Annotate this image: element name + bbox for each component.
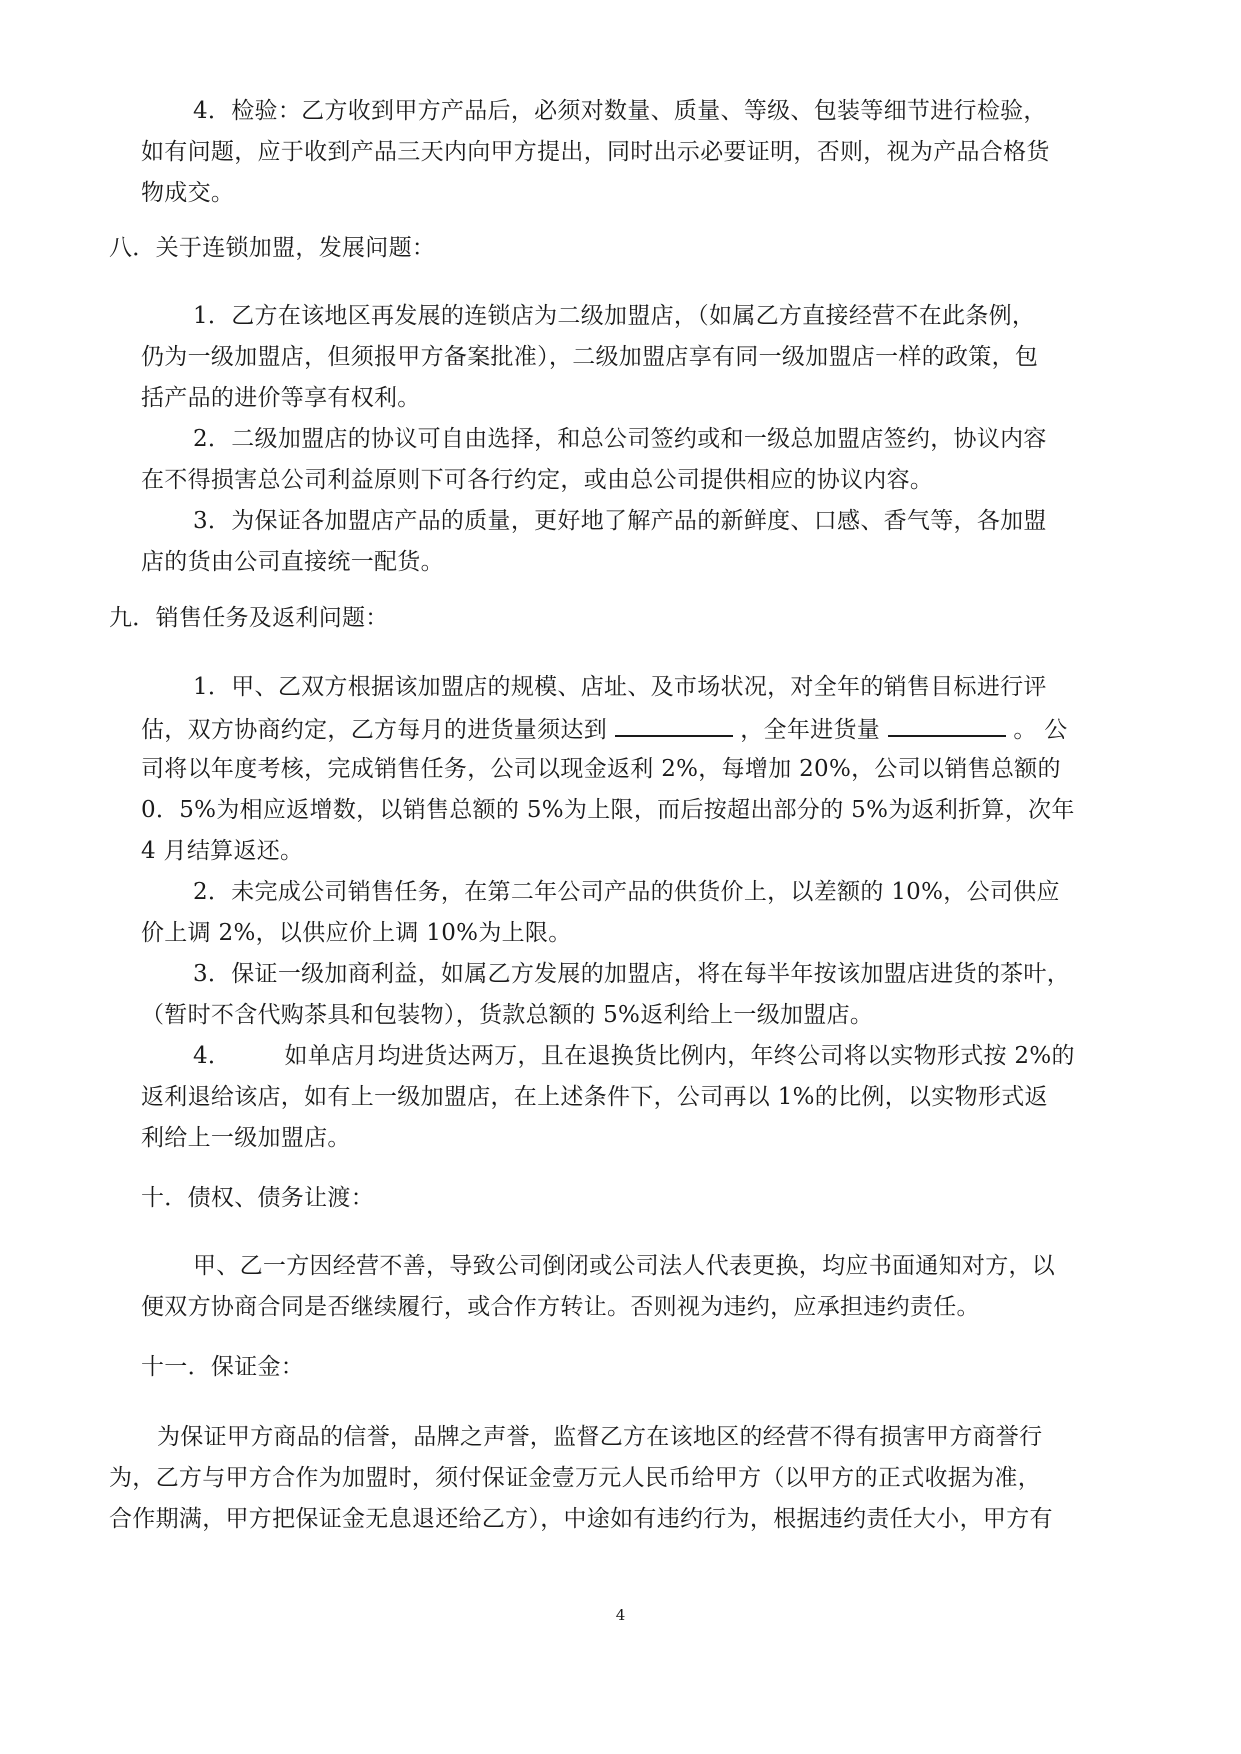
monthly-purchase-blank[interactable] bbox=[615, 713, 733, 737]
section9-line-7: 价上调 2%，以供应价上调 10%为上限。 bbox=[141, 920, 572, 946]
section10-heading: 十．债权、债务让渡： bbox=[141, 1185, 374, 1211]
section8-line-3: 括产品的进价等享有权利。 bbox=[141, 385, 421, 411]
section9-line-10: 4． 如单店月均进货达两万，且在退换货比例内，年终公司将以实物形式按 2%的 bbox=[193, 1043, 1075, 1069]
section8-line-6: 3．为保证各加盟店产品的质量，更好地了解产品的新鲜度、口感、香气等，各加盟 bbox=[193, 508, 1047, 534]
section9-line-2-part-c: 。 公 bbox=[1013, 717, 1068, 743]
section9-line-6: 2．未完成公司销售任务，在第二年公司产品的供货价上，以差额的 10%，公司供应 bbox=[193, 879, 1060, 905]
section9-line-2-part-a: 估，双方协商约定，乙方每月的进货量须达到 bbox=[141, 717, 607, 743]
section9-line-12: 利给上一级加盟店。 bbox=[141, 1125, 351, 1151]
item4-line-2: 如有问题，应于收到产品三天内向甲方提出，同时出示必要证明，否则，视为产品合格货 bbox=[141, 139, 1050, 165]
section9-line-9: （暂时不含代购茶具和包装物），货款总额的 5%返利给上一级加盟店。 bbox=[141, 1002, 874, 1028]
item4-line-1: 4．检验：乙方收到甲方产品后，必须对数量、质量、等级、包装等细节进行检验， bbox=[193, 98, 1047, 124]
section11-line-3: 合作期满，甲方把保证金无息退还给乙方），中途如有违约行为，根据违约责任大小，甲方有 bbox=[109, 1506, 1053, 1532]
section9-line-11: 返利退给该店，如有上一级加盟店，在上述条件下，公司再以 1%的比例，以实物形式返 bbox=[141, 1084, 1048, 1110]
section9-line-8: 3．保证一级加商利益，如属乙方发展的加盟店，将在每半年按该加盟店进货的茶叶， bbox=[193, 961, 1071, 987]
section9-line-3: 司将以年度考核，完成销售任务，公司以现金返利 2%，每增加 20%，公司以销售总额的 bbox=[141, 756, 1061, 782]
section8-line-5: 在不得损害总公司利益原则下可各行约定，或由总公司提供相应的协议内容。 bbox=[141, 467, 934, 493]
section11-line-1: 为保证甲方商品的信誉，品牌之声誉，监督乙方在该地区的经营不得有损害甲方商誉行 bbox=[157, 1424, 1043, 1450]
section10-line-2: 便双方协商合同是否继续履行，或合作方转让。否则视为违约，应承担违约责任。 bbox=[141, 1294, 980, 1320]
section8-line-7: 店的货由公司直接统一配货。 bbox=[141, 549, 444, 575]
section8-line-2: 仍为一级加盟店，但须报甲方备案批准），二级加盟店享有同一级加盟店一样的政策，包 bbox=[141, 344, 1039, 370]
annual-purchase-blank[interactable] bbox=[888, 713, 1006, 737]
section11-line-2: 为，乙方与甲方合作为加盟时，须付保证金壹万元人民币给甲方（以甲方的正式收据为准， bbox=[109, 1465, 1041, 1491]
section9-line-4: 0．5%为相应返增数，以销售总额的 5%为上限，而后按超出部分的 5%为返利折算，次年 bbox=[141, 797, 1075, 823]
page-number: 4 bbox=[615, 1606, 626, 1624]
section11-heading: 十一．保证金： bbox=[141, 1354, 305, 1380]
section8-line-4: 2．二级加盟店的协议可自由选择，和总公司签约或和一级总加盟店签约，协议内容 bbox=[193, 426, 1047, 452]
section9-line-1: 1．甲、乙双方根据该加盟店的规模、店址、及市场状况，对全年的销售目标进行评 bbox=[193, 674, 1047, 700]
section10-line-1: 甲、乙一方因经营不善，导致公司倒闭或公司法人代表更换，均应书面通知对方，以 bbox=[193, 1253, 1056, 1279]
section8-line-1: 1．乙方在该地区再发展的连锁店为二级加盟店，（如属乙方直接经营不在此条例， bbox=[193, 303, 1036, 329]
section9-heading: 九．销售任务及返利问题： bbox=[109, 605, 389, 631]
section9-line-2-part-b: ，全年进货量 bbox=[740, 717, 881, 743]
item4-line-3: 物成交。 bbox=[141, 180, 235, 206]
section9-line-2 bbox=[141, 713, 1068, 745]
section8-heading: 八．关于连锁加盟，发展问题： bbox=[109, 235, 436, 261]
section9-line-5: 4 月结算返还。 bbox=[141, 838, 304, 864]
